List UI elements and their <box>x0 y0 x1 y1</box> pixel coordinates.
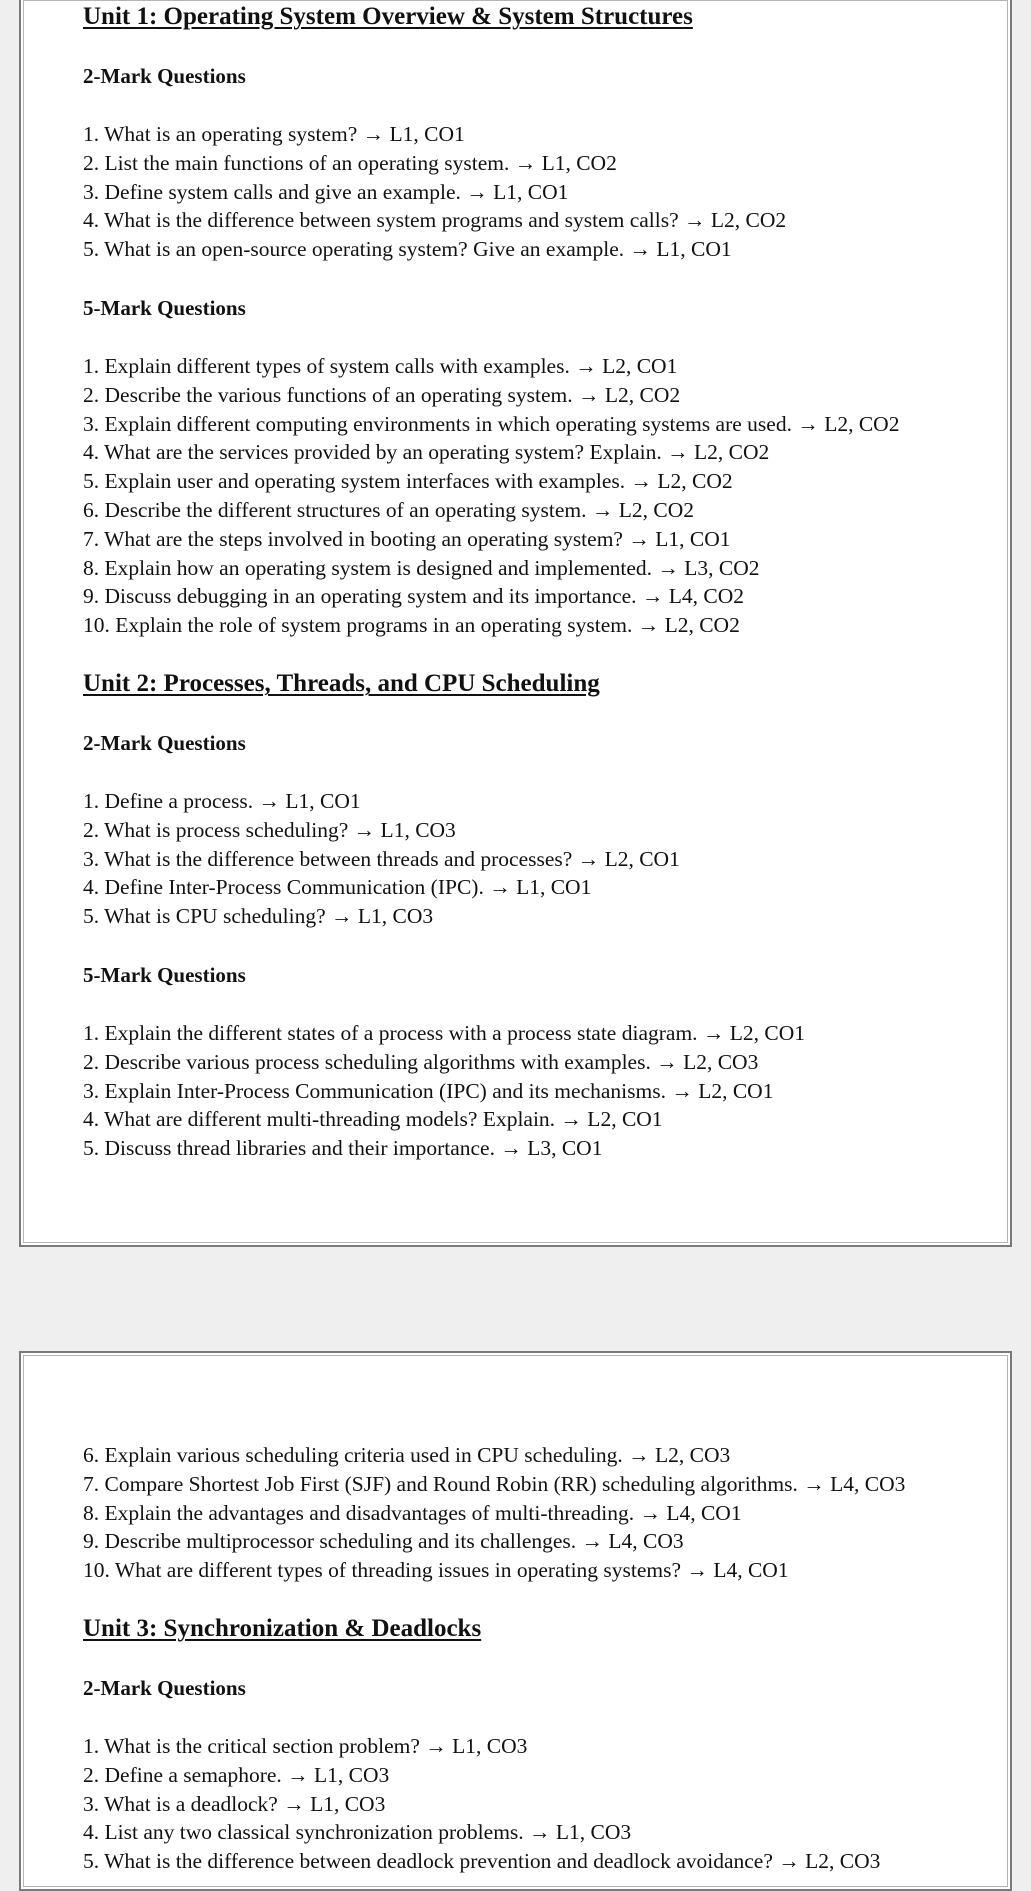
page-2-content <box>83 1441 970 1876</box>
question-item: 2. Describe various process scheduling algorithms with examples. → L2, CO3 <box>83 1049 759 1074</box>
question-item: 1. Explain different types of system calls with examples. → L2, CO1 <box>83 353 678 378</box>
question-item: 1. Define a process. → L1, CO1 <box>83 788 361 813</box>
question-item: 2. List the main functions of an operating system. → L1, CO2 <box>83 150 617 175</box>
question-item: 1. What is the critical section problem? → L1, CO3 <box>83 1733 528 1758</box>
question-item: 3. What is the difference between threads and processes? → L2, CO1 <box>83 846 680 871</box>
question-item: 7. Compare Shortest Job First (SJF) and Round Robin (RR) scheduling algorithms. → L4, CO3 <box>83 1471 906 1496</box>
question-item: 1. What is an operating system? → L1, CO1 <box>83 122 465 146</box>
question-item: 3. Explain Inter-Process Communication (IPC) and its mechanisms. → L2, CO1 <box>83 1078 774 1103</box>
question-item: 10. Explain the role of system programs in an operating system. → L2, CO2 <box>83 613 740 638</box>
question-item: 5. What is the difference between deadlock prevention and deadlock avoidance? → L2, CO3 <box>83 1849 881 1874</box>
question-item: 3. Explain different computing environments in which operating systems are used. → L2, CO2 <box>83 411 900 436</box>
question-item: 2. Describe the various functions of an operating system. → L2, CO2 <box>83 382 681 407</box>
question-item: 5. What is CPU scheduling? → L1, CO3 <box>83 904 434 929</box>
unit-3-title: Unit 3: Synchronization & Deadlocks <box>83 1614 482 1642</box>
question-item: 5. Discuss thread libraries and their importance. → L3, CO1 <box>83 1136 603 1161</box>
question-item: 1. Explain the different states of a process with a process state diagram. → L2, CO1 <box>83 1020 806 1045</box>
unit-2-five-mark-heading: 5-Mark Questions <box>83 962 246 987</box>
page-1-content <box>83 2 970 1163</box>
question-item: 8. Explain the advantages and disadvantages of multi-threading. → L4, CO1 <box>83 1500 742 1525</box>
document-page-2 <box>19 1351 1012 1891</box>
question-item: 6. Describe the different structures of an operating system. → L2, CO2 <box>83 497 694 522</box>
question-item: 4. Define Inter-Process Communication (IPC). → L1, CO1 <box>83 875 592 900</box>
unit-2-two-mark-heading: 2-Mark Questions <box>83 730 246 755</box>
question-item: 2. Define a semaphore. → L1, CO3 <box>83 1762 390 1787</box>
unit-3-two-mark-list <box>83 1732 970 1876</box>
unit-2-five-mark-list-continued <box>83 1441 970 1585</box>
unit-1-title: Unit 1: Operating System Overview & System Structures <box>83 3 693 30</box>
question-item: 10. What are different types of threading issues in operating systems? → L4, CO1 <box>83 1558 789 1583</box>
unit-1-two-mark-list <box>83 120 970 264</box>
unit-1-five-mark-list <box>83 352 970 640</box>
question-item: 5. Explain user and operating system interfaces with examples. → L2, CO2 <box>83 469 733 494</box>
question-item: 7. What are the steps involved in booting an operating system? → L1, CO1 <box>83 526 731 551</box>
unit-2-five-mark-list <box>83 1019 970 1163</box>
question-item: 6. Explain various scheduling criteria used in CPU scheduling. → L2, CO3 <box>83 1443 731 1467</box>
question-item: 2. What is process scheduling? → L1, CO3 <box>83 817 456 842</box>
question-item: 5. What is an open-source operating system? Give an example. → L1, CO1 <box>83 237 732 262</box>
unit-1-two-mark-heading: 2-Mark Questions <box>83 64 246 88</box>
question-item: 8. Explain how an operating system is designed and implemented. → L3, CO2 <box>83 555 760 580</box>
unit-3-two-mark-heading: 2-Mark Questions <box>83 1675 246 1700</box>
question-item: 9. Discuss debugging in an operating system and its importance. → L4, CO2 <box>83 584 745 609</box>
question-item: 9. Describe multiprocessor scheduling and its challenges. → L4, CO3 <box>83 1529 684 1554</box>
question-item: 4. What are different multi-threading models? Explain. → L2, CO1 <box>83 1107 663 1132</box>
question-item: 4. List any two classical synchronization problems. → L1, CO3 <box>83 1820 632 1845</box>
question-item: 3. Define system calls and give an example. → L1, CO1 <box>83 179 569 204</box>
unit-2-two-mark-list <box>83 787 970 931</box>
question-item: 4. What is the difference between system programs and system calls? → L2, CO2 <box>83 208 787 233</box>
unit-1-five-mark-heading: 5-Mark Questions <box>83 295 246 320</box>
question-item: 3. What is a deadlock? → L1, CO3 <box>83 1791 386 1816</box>
document-page-1 <box>19 0 1012 1247</box>
unit-2-title: Unit 2: Processes, Threads, and CPU Scheduling <box>83 669 600 697</box>
question-item: 4. What are the services provided by an operating system? Explain. → L2, CO2 <box>83 440 770 465</box>
